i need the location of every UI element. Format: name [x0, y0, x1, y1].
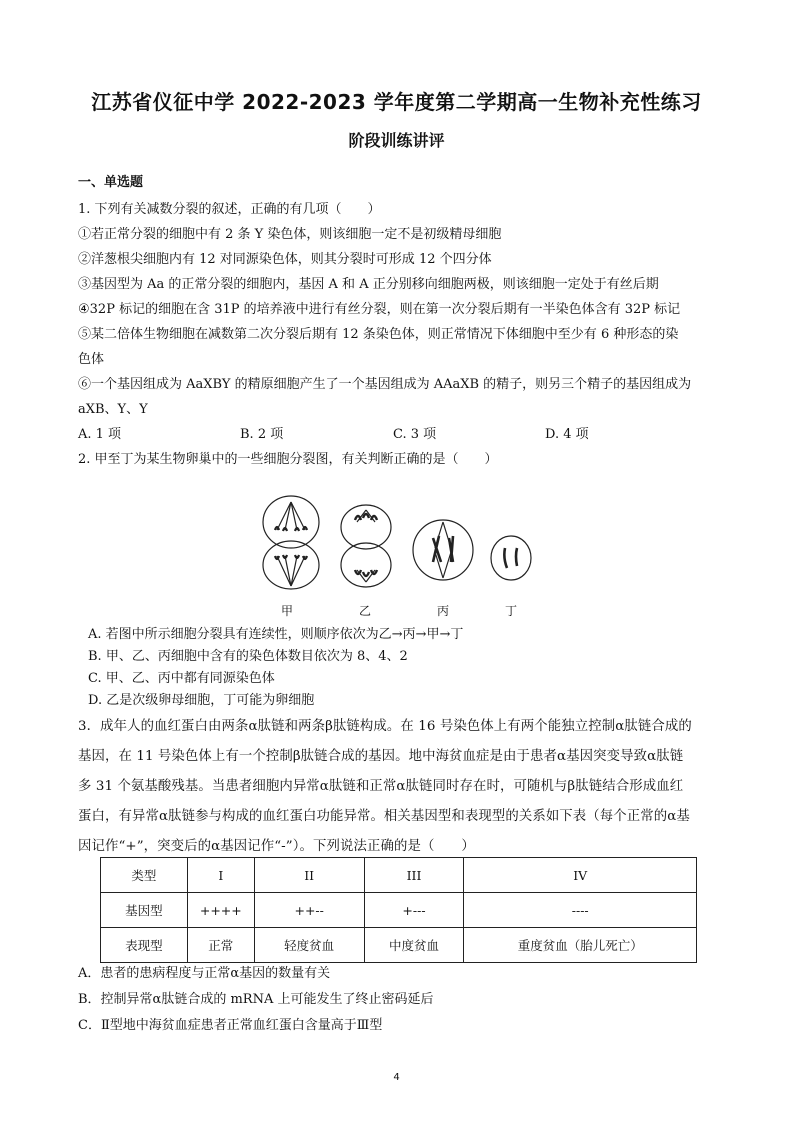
- table-cell: III: [364, 858, 464, 893]
- q3-text-line: 基因，在 11 号染色体上有一个控制β肽链合成的基因。地中海贫血症是由于患者α基因突变导致α肽链: [78, 749, 684, 764]
- q1-option-a: A. 1 项: [78, 427, 122, 442]
- q1-stem: 1. 下列有关减数分裂的叙述，正确的有几项（ ）: [78, 202, 381, 217]
- q2-stem: 2. 甲至丁为某生物卵巢中的一些细胞分裂图，有关判断正确的是（ ）: [78, 452, 498, 467]
- section-heading: 一、单选题: [78, 175, 144, 190]
- q1-item: 色体: [78, 352, 105, 367]
- page-title: 江苏省仪征中学 2022-2023 学年度第二学期高一生物补充性练习: [91, 90, 702, 114]
- q3-option-c: C．Ⅱ型地中海贫血症患者正常血红蛋白含量高于Ⅲ型: [78, 1018, 383, 1033]
- cell-division-figure: [255, 490, 545, 598]
- q1-option-d: D. 4 项: [545, 427, 589, 442]
- table-cell: ++--: [254, 893, 364, 928]
- q1-option-b: B. 2 项: [240, 427, 284, 442]
- genotype-phenotype-table: [100, 857, 697, 963]
- table-row: [101, 893, 697, 928]
- table-cell: 类型: [101, 858, 188, 893]
- figure-label-yi: 乙: [359, 604, 372, 618]
- table-cell: 表现型: [101, 928, 188, 963]
- q3-option-a: A．患者的患病程度与正常α基因的数量有关: [78, 966, 331, 981]
- figure-label-ding: 丁: [505, 604, 518, 618]
- q1-item: ②洋葱根尖细胞内有 12 对同源染色体，则其分裂时可形成 12 个四分体: [78, 252, 492, 267]
- q3-option-b: B．控制异常α肽链合成的 mRNA 上可能发生了终止密码延后: [78, 992, 434, 1007]
- q2-option-b: B. 甲、乙、丙细胞中含有的染色体数目依次为 8、4、2: [88, 649, 408, 664]
- table-cell: 正常: [187, 928, 254, 963]
- figure-label-bing: 丙: [437, 604, 450, 618]
- table-cell: I: [187, 858, 254, 893]
- q1-option-c: C. 3 项: [393, 427, 437, 442]
- table-cell: 轻度贫血: [254, 928, 364, 963]
- figure-label-jia: 甲: [281, 604, 294, 618]
- table-cell: 基因型: [101, 893, 188, 928]
- page-subtitle: 阶段训练讲评: [348, 131, 445, 150]
- table-cell: 重度贫血（胎儿死亡）: [464, 928, 697, 963]
- table-cell: +---: [364, 893, 464, 928]
- q3-text-line: 3．成年人的血红蛋白由两条α肽链和两条β肽链构成。在 16 号染色体上有两个能独立控制α肽链合成的: [78, 719, 692, 734]
- q1-item: ④32P 标记的细胞在含 31P 的培养液中进行有丝分裂，则在第一次分裂后期有一半染色体含有 32P 标记: [78, 302, 681, 317]
- q3-text-line: 蛋白，有异常α肽链参与构成的血红蛋白功能异常。相关基因型和表现型的关系如下表（每个正常的α基: [78, 809, 690, 824]
- table-cell: ----: [464, 893, 697, 928]
- cell-bing: [413, 520, 473, 580]
- q2-option-a: A. 若图中所示细胞分裂具有连续性，则顺序依次为乙→丙→甲→丁: [88, 627, 464, 642]
- q3-text-line: 因记作“+”，突变后的α基因记作“-”）。下列说法正确的是（ ）: [78, 839, 475, 854]
- table-row: [101, 858, 697, 893]
- table-cell: II: [254, 858, 364, 893]
- q1-item: ③基因型为 Aa 的正常分裂的细胞内，基因 A 和 A 正分别移向细胞两极，则该细胞一定处于有丝后期: [78, 277, 659, 292]
- table-cell: ++++: [187, 893, 254, 928]
- q2-option-d: D. 乙是次级卵母细胞，丁可能为卵细胞: [88, 693, 315, 708]
- page-number: 4: [393, 1072, 400, 1083]
- q3-text-line: 多 31 个氨基酸残基。当患者细胞内异常α肽链和正常α肽链同时存在时，可随机与β肽链结合形成血红: [78, 779, 684, 794]
- cell-yi: [341, 505, 391, 587]
- q1-item: ①若正常分裂的细胞中有 2 条 Y 染色体，则该细胞一定不是初级精母细胞: [78, 227, 502, 242]
- cell-jia: [263, 496, 319, 589]
- table-cell: IV: [464, 858, 697, 893]
- table-row: [101, 928, 697, 963]
- q2-option-c: C. 甲、乙、丙中都有同源染色体: [88, 671, 275, 686]
- cell-ding: [491, 536, 531, 580]
- q1-item: ⑥一个基因组成为 AaXBY 的精原细胞产生了一个基因组成为 AAaXB 的精子，则另三个精子的基因组成为: [78, 377, 692, 392]
- table-cell: 中度贫血: [364, 928, 464, 963]
- q1-item: ⑤某二倍体生物细胞在减数第二次分裂后期有 12 条染色体，则正常情况下体细胞中至少有 6 种形态的染: [78, 327, 679, 342]
- q1-item: aXB、Y、Y: [78, 402, 148, 417]
